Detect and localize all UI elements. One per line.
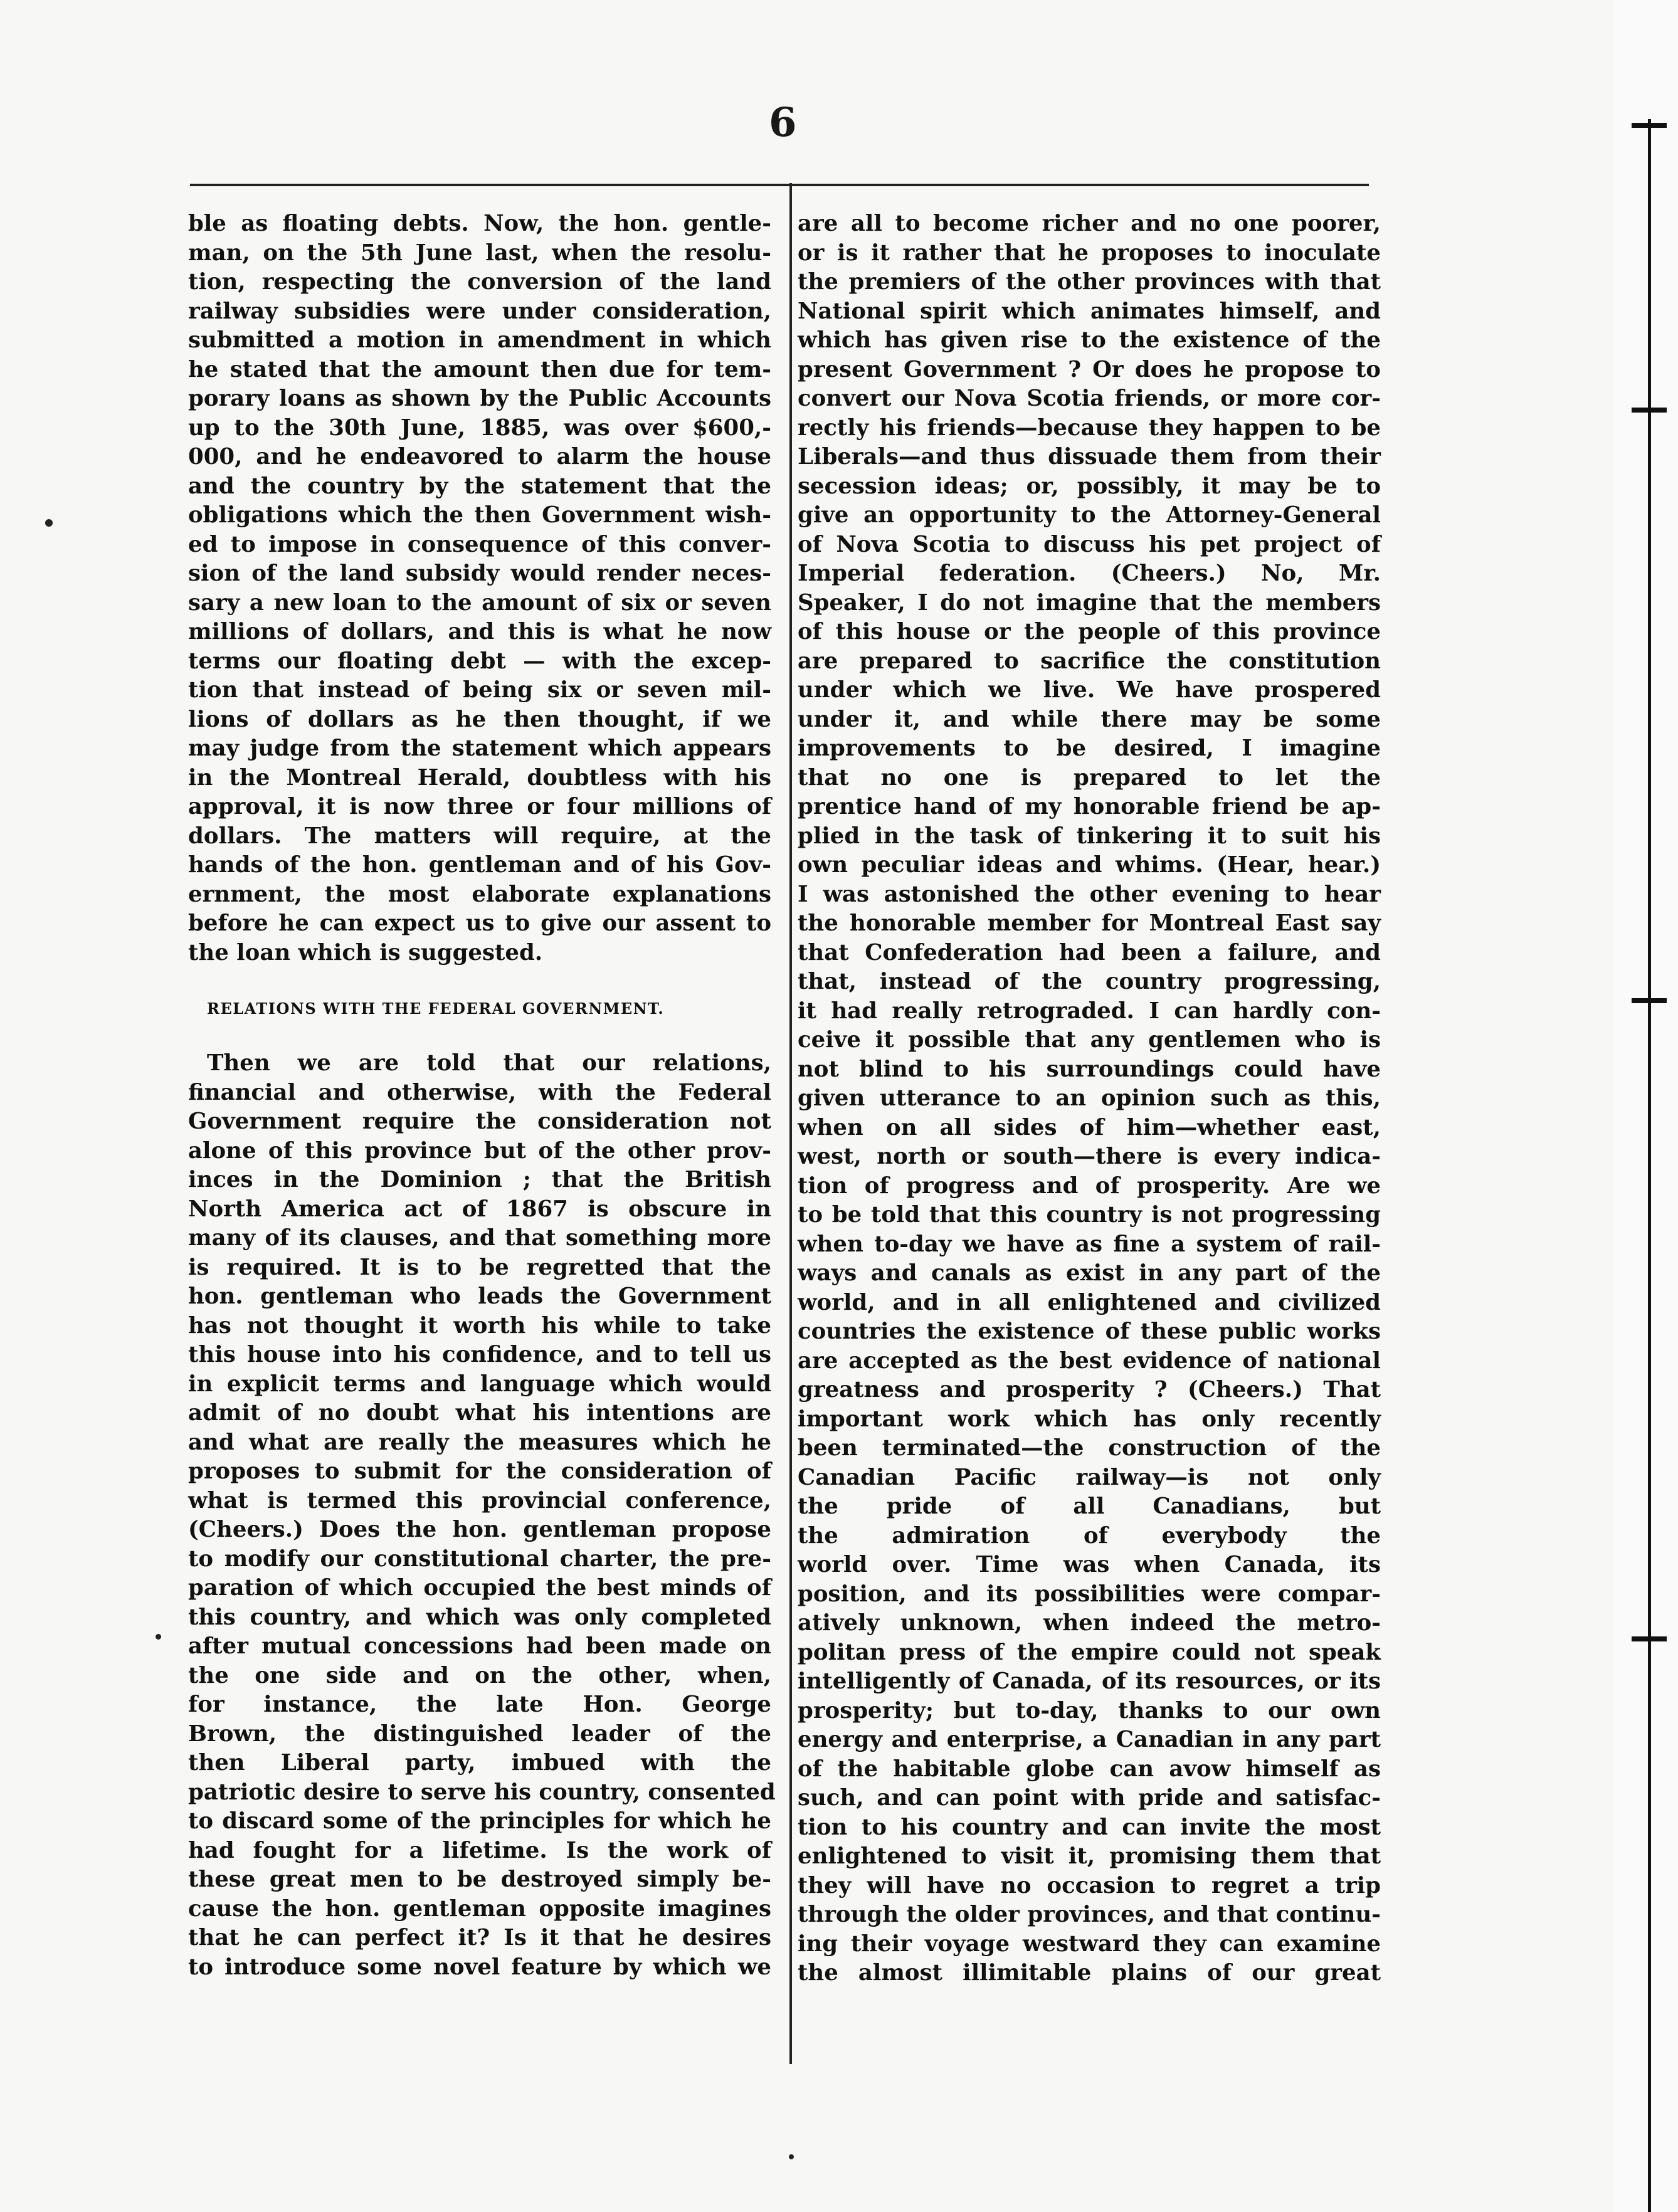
text-line: that he can perfect it? Is it that he desires [188,1925,771,1951]
text-line: been terminated—the construction of the [798,1435,1381,1461]
text-line: financial and otherwise, with the Federal [188,1079,771,1105]
text-line: terms our floating debt — with the excep- [188,648,771,674]
text-line: Liberals—and thus dissuade them from their [798,444,1381,470]
text-line: North America act of 1867 is obscure in [188,1196,771,1222]
page-number: 6 [769,99,797,146]
text-line: submitted a motion in amendment in which [188,327,771,353]
text-line: paration of which occupied the best minds of [188,1575,771,1601]
text-line: before he can expect us to give our assent to [188,910,771,936]
text-line: that Confederation had been a failure, and [798,939,1381,966]
text-line: porary loans as shown by the Public Accounts [188,386,771,411]
text-line: railway subsidies were under consideration, [188,298,771,324]
text-line: of the habitable globe can avow himself as [798,1756,1381,1782]
left-column [188,209,776,1982]
text-line: countries the existence of these public works [798,1319,1381,1344]
text-line: (Cheers.) Does the hon. gentleman propose [188,1517,771,1542]
text-line: is required. It is to be regretted that the [188,1254,771,1280]
scan-speck [45,519,53,527]
text-line: may judge from the statement which appears [188,735,771,761]
text-line: or is it rather that he proposes to inoculate [798,240,1381,266]
text-line: are accepted as the best evidence of national [798,1347,1381,1374]
text-line: world, and in all enlightened and civilized [798,1289,1381,1315]
text-line: convert our Nova Scotia friends, or more cor- [798,386,1381,411]
text-line: position, and its possibilities were compar- [798,1581,1381,1607]
text-line: inces in the Dominion ; that the British [188,1167,771,1193]
text-line: tion to his country and can invite the most [798,1814,1381,1840]
text-line: plied in the task of tinkering it to suit his [798,823,1381,849]
paragraph-floating-debts [188,209,771,967]
paragraph-federal-relations [188,1049,776,1982]
text-line: the admiration of everybody the [798,1522,1381,1549]
text-line: this country, and which was only completed [188,1604,771,1630]
text-line: to discard some of the principles for which he [188,1808,771,1834]
text-line: not blind to his surroundings could have [798,1056,1381,1082]
text-line: Then we are told that our relations, [207,1050,771,1076]
text-line: that, instead of the country progressing, [798,969,1381,994]
text-line: world over. Time was when Canada, its [798,1552,1381,1577]
header-rule [190,184,1369,186]
text-line: Imperial federation. (Cheers.) No, Mr. [798,561,1381,586]
text-line: ceive it possible that any gentlemen who is [798,1027,1381,1053]
text-line: improvements to be desired, I imagine [798,735,1381,761]
column-divider [789,183,792,2064]
text-line: sion of the land subsidy would render neces- [188,561,771,586]
text-line: such, and can point with pride and satisfac- [798,1785,1381,1811]
text-line: ways and canals as exist in any part of the [798,1260,1381,1286]
text-line: obligations which the then Government wish- [188,502,771,528]
text-line: the loan which is suggested. [188,939,543,966]
scan-edge-line [1648,119,1651,2212]
scan-speck [156,1634,161,1640]
text-line: ble as floating debts. Now, the hon. gentle- [188,211,771,236]
text-line: atively unknown, when indeed the metro- [798,1610,1381,1636]
text-line: and what are really the measures which he [188,1429,771,1455]
text-line: 000, and he endeavored to alarm the house [188,444,771,470]
text-line: prentice hand of my honorable friend be ap- [798,794,1381,819]
text-line: intelligently of Canada, of its resources, or its [798,1668,1381,1694]
text-line: has not thought it worth his while to take [188,1312,771,1339]
text-line: the honorable member for Montreal East say [798,910,1381,936]
text-line: had fought for a lifetime. Is the work of [188,1837,771,1863]
text-line: National spirit which animates himself, and [798,298,1381,324]
text-line: hon. gentleman who leads the Government [188,1283,771,1309]
text-line: approval, it is now three or four millions of [188,794,771,819]
text-line: enlightened to visit it, promising them that [798,1843,1381,1869]
text-line: present Government ? Or does he propose to [798,356,1381,382]
text-line: that no one is prepared to let the [798,764,1381,791]
text-line: what is termed this provincial conference, [188,1487,771,1514]
text-line: important work which has only recently [798,1406,1381,1432]
text-line: to modify our constitutional charter, the pre- [188,1546,771,1572]
text-line: sary a new loan to the amount of six or seven [188,589,771,616]
text-line: millions of dollars, and this is what he now [188,619,771,645]
text-line: prosperity; but to-day, thanks to our own [798,1697,1381,1724]
text-line: when on all sides of him—whether east, [798,1114,1381,1140]
text-line: own peculiar ideas and whims. (Hear, hear.) [798,852,1381,878]
text-line: hands of the hon. gentleman and of his Gov- [188,852,771,878]
text-line: of Nova Scotia to discuss his pet project of [798,531,1381,557]
text-line: politan press of the empire could not speak [798,1639,1381,1665]
text-line: it had really retrograded. I can hardly con- [798,998,1381,1024]
text-line: in the Montreal Herald, doubtless with his [188,764,771,791]
text-line: given utterance to an opinion such as this, [798,1085,1381,1111]
text-line: and the country by the statement that the [188,473,771,499]
text-line: cause the hon. gentleman opposite imagines [188,1895,771,1922]
text-line: the pride of all Canadians, but [798,1493,1381,1519]
text-line: dollars. The matters will require, at the [188,823,771,849]
scan-speck [789,2154,794,2159]
text-line: which has given rise to the existence of the [798,327,1381,353]
text-line: the premiers of the other provinces with that [798,269,1381,295]
text-line: are all to become richer and no one poorer, [798,211,1381,236]
text-line: the almost illimitable plains of our great [798,1960,1381,1986]
text-line: are prepared to sacrifice the constitution [798,648,1381,674]
scan-edge-mark [1632,1636,1667,1641]
text-line: greatness and prosperity ? (Cheers.) That [798,1377,1381,1403]
text-line: west, north or south—there is every indica- [798,1144,1381,1169]
text-line: tion that instead of being six or seven mil- [188,677,771,703]
text-line: tion of progress and of prosperity. Are we [798,1172,1381,1199]
text-line: under which we live. We have prospered [798,677,1381,703]
text-line: ing their voyage westward they can examine [798,1930,1381,1957]
text-line: alone of this province but of the other prov- [188,1137,771,1164]
text-line: this house into his confidence, and to tell us [188,1342,771,1367]
text-line: lions of dollars as he then thought, if we [188,706,771,732]
text-line: secession ideas; or, possibly, it may be to [798,473,1381,499]
section-heading: RELATIONS WITH THE FEDERAL GOVERNMENT. [207,999,665,1018]
text-line: I was astonished the other evening to hear [798,881,1381,907]
text-line: to be told that this country is not progressing [798,1202,1381,1228]
text-line: through the older provinces, and that continu- [798,1902,1381,1927]
text-line: rectly his friends—because they happen to be [798,414,1381,441]
scan-edge [1614,0,1678,2212]
text-line: in explicit terms and language which would [188,1371,771,1397]
text-line: tion, respecting the conversion of the land [188,269,771,295]
text-line: Brown, the distinguished leader of the [188,1720,771,1747]
text-line: after mutual concessions had been made on [188,1633,771,1659]
scan-edge-mark [1632,408,1667,413]
scan-edge-mark [1632,123,1667,128]
text-line: ernment, the most elaborate explanations [188,881,771,907]
text-line: under it, and while there may be some [798,706,1381,732]
text-line: many of its clauses, and that something more [188,1225,771,1251]
text-line: these great men to be destroyed simply be- [188,1867,771,1892]
text-line: they will have no occasion to regret a trip [798,1872,1381,1899]
text-line: admit of no doubt what his intentions are [188,1400,771,1426]
text-line: up to the 30th June, 1885, was over $600,- [188,414,771,441]
text-line: ed to impose in consequence of this conver- [188,531,771,557]
text-line: patriotic desire to serve his country, consented [188,1779,776,1805]
text-line: Speaker, I do not imagine that the members [798,589,1381,616]
text-line: proposes to submit for the consideration of [188,1458,771,1484]
text-line: then Liberal party, imbued with the [188,1750,771,1776]
text-line: of this house or the people of this province [798,619,1381,645]
text-line: the one side and on the other, when, [188,1662,771,1688]
text-line: he stated that the amount then due for tem- [188,356,771,382]
right-column [798,209,1381,1988]
text-line: when to-day we have as fine a system of rail- [798,1231,1381,1257]
text-line: man, on the 5th June last, when the resolu- [188,240,771,266]
text-line: energy and enterprise, a Canadian in any part [798,1727,1381,1752]
text-line: Government require the consideration not [188,1109,771,1134]
text-line: to introduce some novel feature by which we [188,1954,771,1980]
text-line: for instance, the late Hon. George [188,1692,771,1717]
scan-edge-mark [1632,998,1667,1003]
text-line: Canadian Pacific railway—is not only [798,1464,1381,1490]
text-line: give an opportunity to the Attorney-General [798,502,1381,528]
